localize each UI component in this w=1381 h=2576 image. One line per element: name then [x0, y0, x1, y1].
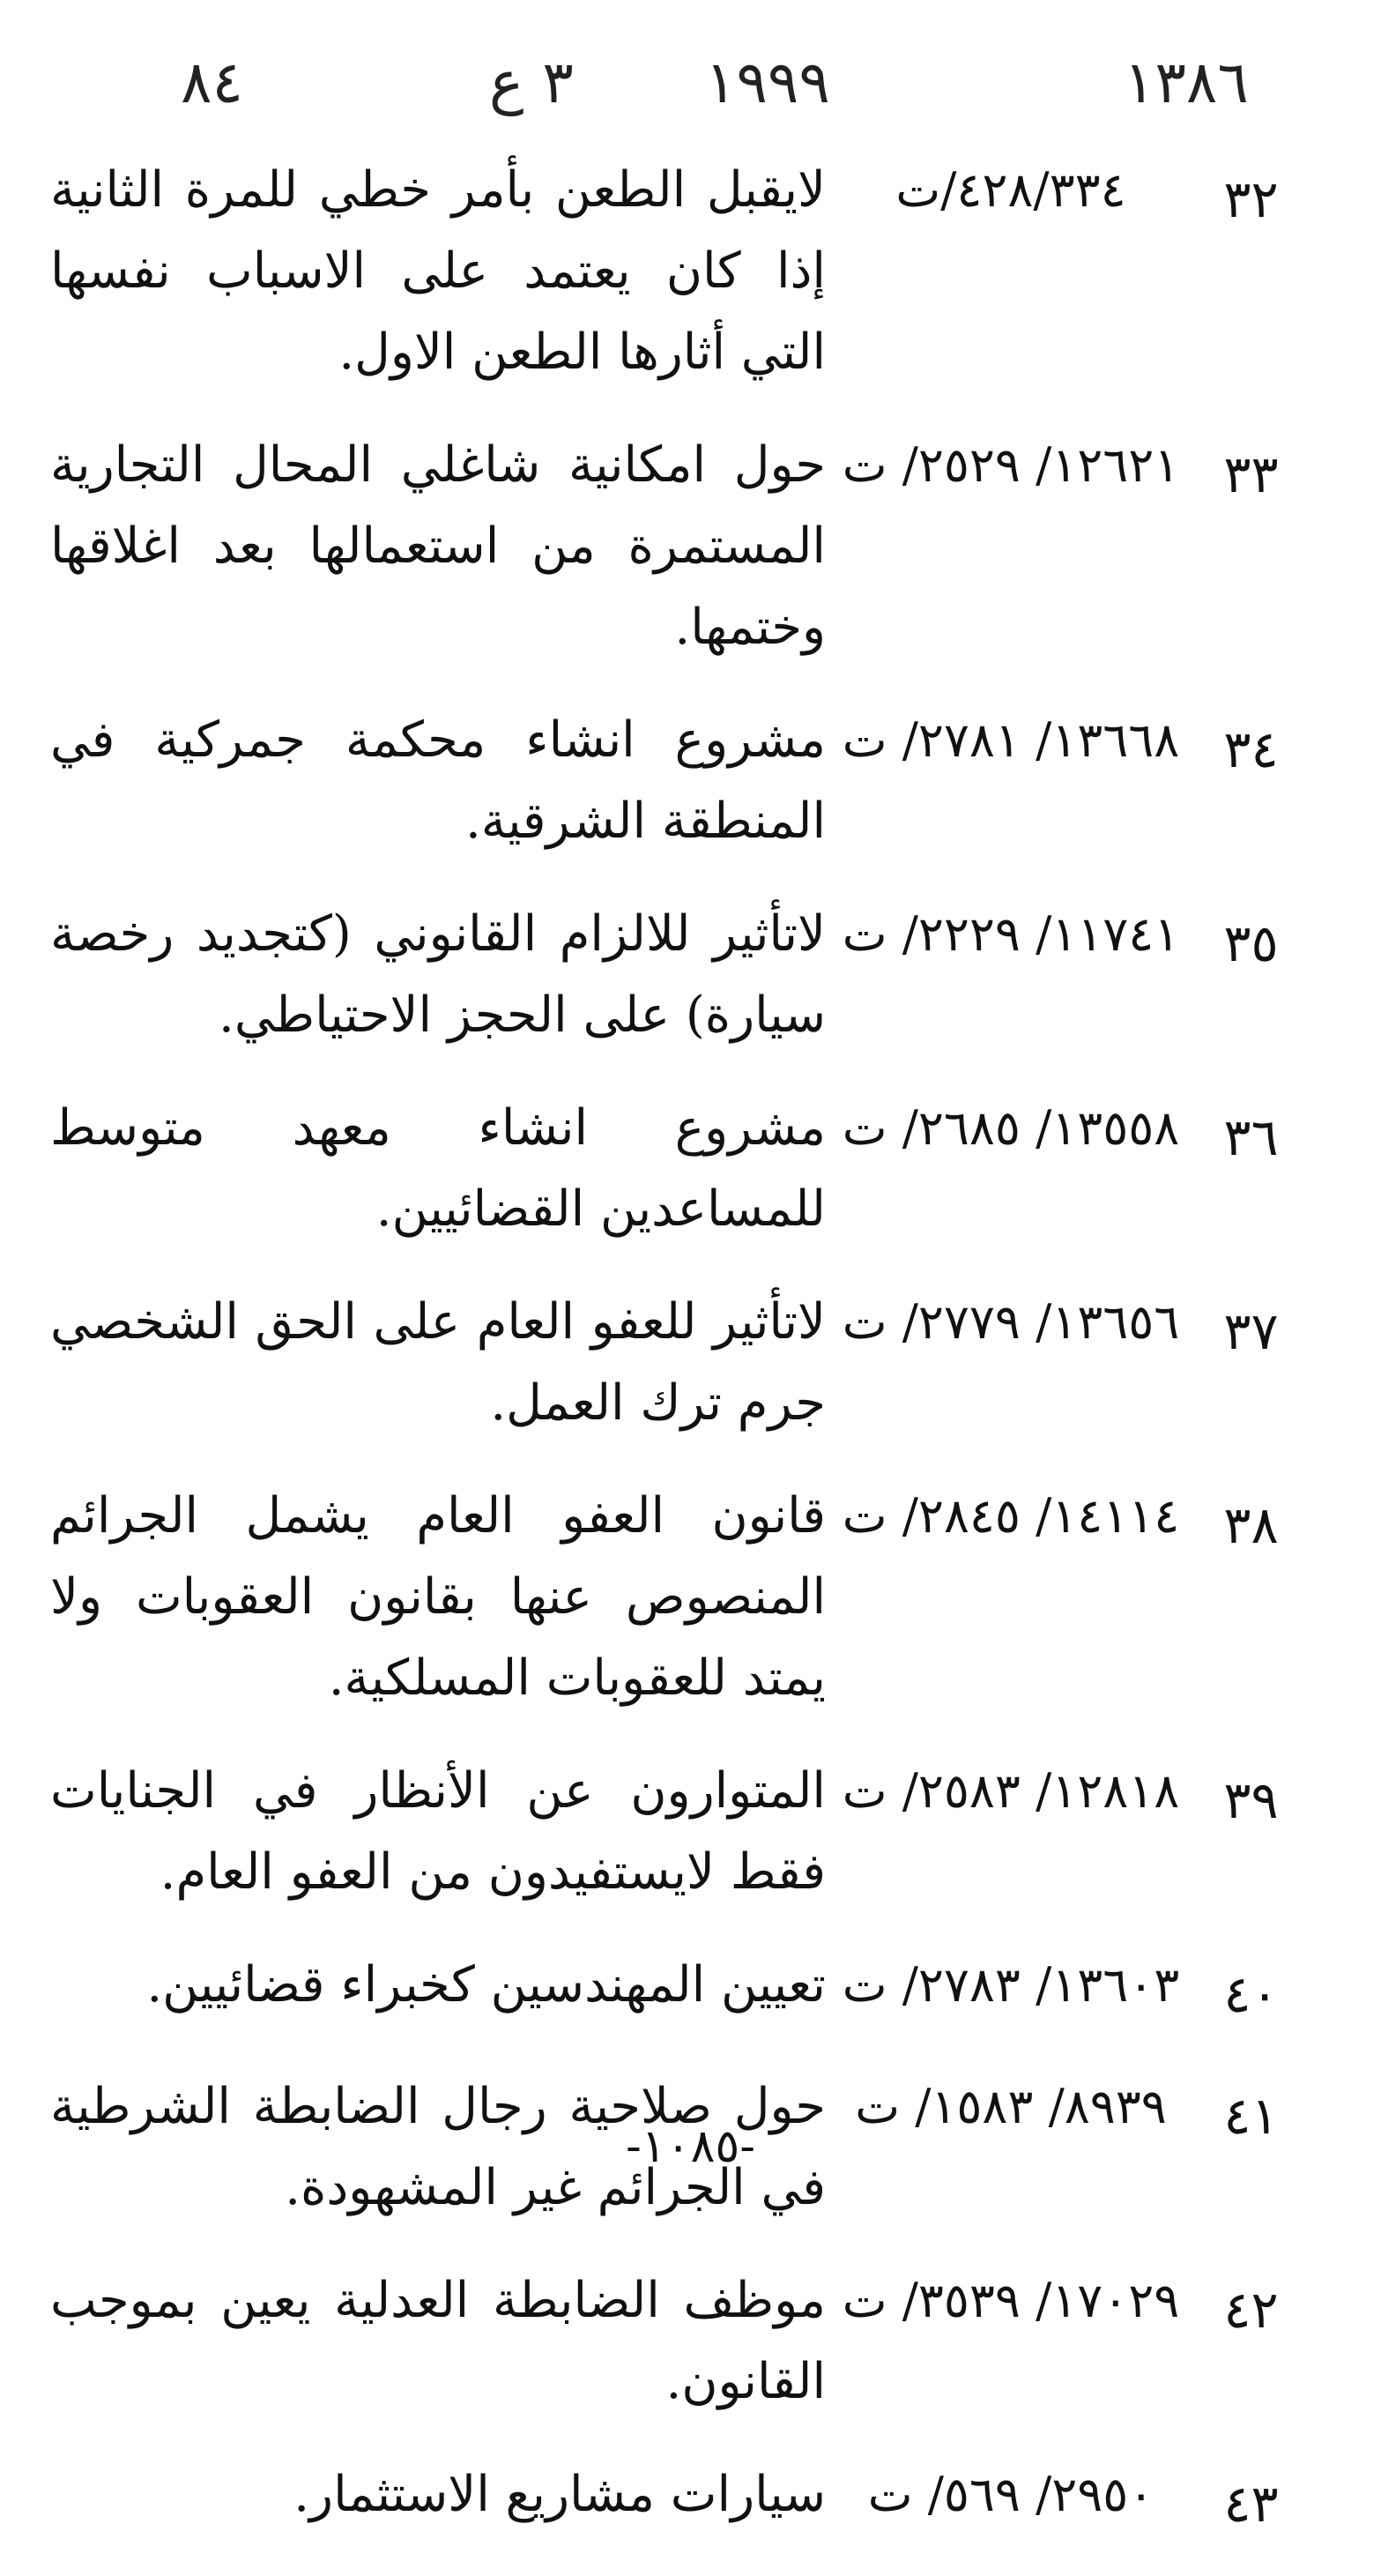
entries-list — [50, 150, 1319, 2576]
entry-text: حول امكانية شاغلي المحال التجارية المستمرة من استعمالها بعد اغلاقها وختمها. — [50, 436, 826, 656]
entry-text: لاتأثير للالزام القانوني (كتجديد رخصة سيارة) على الحجز الاحتياطي. — [50, 905, 826, 1044]
entry-row — [50, 1945, 1319, 2035]
entry-text: حول صلاحية رجال الضابطة الشرطية في الجرائم غير المشهودة. — [50, 2078, 826, 2216]
entry-row — [50, 1088, 1319, 1250]
entry-number: ٣٦ — [1223, 1107, 1279, 1167]
handwritten-note: ١٩٩٩ — [705, 48, 830, 116]
entry-reference: ١٣٥٥٨/ ٢٦٨٥/ ت — [842, 1100, 1180, 1156]
entry-number: ٣٧ — [1223, 1301, 1279, 1361]
handwritten-note: ٨٤ — [181, 48, 243, 116]
entry-reference: ٨٩٣٩/ ١٥٨٣/ ت — [855, 2079, 1167, 2134]
entry-reference: ١٢٦٢١/ ٢٥٢٩/ ت — [842, 437, 1180, 493]
page-number: -١٠٨٥- — [626, 2120, 755, 2173]
entry-reference: ٤٢٨/٣٣٤/ت — [895, 162, 1126, 218]
entry-reference: ١٤١١٤/ ٢٨٤٥/ ت — [842, 1488, 1180, 1544]
entry-reference: ١١٧٤١/ ٢٢٢٩/ ت — [842, 906, 1180, 962]
entry-row — [50, 1282, 1319, 1444]
entry-row — [50, 1751, 1319, 1913]
entry-row — [50, 2260, 1319, 2423]
entry-text: سيارات مشاريع الاستثمار. — [293, 2466, 826, 2523]
entry-text: لاتأثير للعفو العام على الحق الشخصي جرم ترك العمل. — [50, 1293, 826, 1432]
handwritten-note: ١٣٨٦ — [1124, 48, 1249, 116]
entry-number: ٣٨ — [1223, 1495, 1279, 1555]
entry-reference: ١٧٠٢٩/ ٣٥٣٩/ ت — [842, 2273, 1180, 2328]
entry-reference: ١٣٦٥٦/ ٢٧٧٩/ ت — [842, 1294, 1180, 1350]
entry-row — [50, 150, 1319, 393]
entry-number: ٤٣ — [1223, 2474, 1279, 2534]
entry-text: المتوارون عن الأنظار في الجنايات فقط لايستفيدون من العفو العام. — [50, 1762, 826, 1901]
entry-number: ٣٤ — [1223, 719, 1279, 779]
entry-reference: ١٣٦٦٨/ ٢٧٨١/ ت — [842, 712, 1180, 768]
handwritten-note: ٣ ع — [489, 48, 574, 116]
entry-number: ٣٥ — [1223, 913, 1279, 973]
entry-number: ٤٢ — [1223, 2280, 1279, 2340]
entry-number: ٣٣ — [1223, 444, 1279, 504]
entry-number: ٣٢ — [1223, 169, 1279, 229]
entry-text: قانون العفو العام يشمل الجرائم المنصوص عنها بقانون العقوبات ولا يمتد للعقوبات المسلكية. — [50, 1487, 826, 1707]
entry-row — [50, 1476, 1319, 1719]
entry-text: مشروع انشاء معهد متوسط للمساعدين القضائيين. — [50, 1099, 826, 1238]
entry-row — [50, 2454, 1319, 2544]
entry-row — [50, 700, 1319, 862]
handwritten-header — [0, 48, 1381, 145]
entry-reference: ٢٩٥٠/ ٥٦٩/ ت — [867, 2467, 1155, 2522]
entry-reference: ١٢٨١٨/ ٢٥٨٣/ ت — [842, 1763, 1180, 1819]
entry-number: ٣٩ — [1223, 1770, 1279, 1830]
entry-text: لايقبل الطعن بأمر خطي للمرة الثانية إذا كان يعتمد على الاسباب نفسها التي أثارها الطعن الاول. — [50, 161, 826, 381]
entry-text: مشروع انشاء محكمة جمركية في المنطقة الشرقية. — [50, 711, 826, 850]
entry-number: ٤٠ — [1223, 1964, 1279, 2024]
entry-reference: ١٣٦٠٣/ ٢٧٨٣/ ت — [842, 1957, 1180, 2013]
entry-number: ٤١ — [1223, 2086, 1279, 2146]
entry-text: تعيين المهندسين كخبراء قضائيين. — [146, 1956, 826, 2014]
entry-text: موظف الضابطة العدلية يعين بموجب القانون. — [50, 2272, 826, 2410]
entry-row — [50, 894, 1319, 1056]
entry-row — [50, 425, 1319, 668]
